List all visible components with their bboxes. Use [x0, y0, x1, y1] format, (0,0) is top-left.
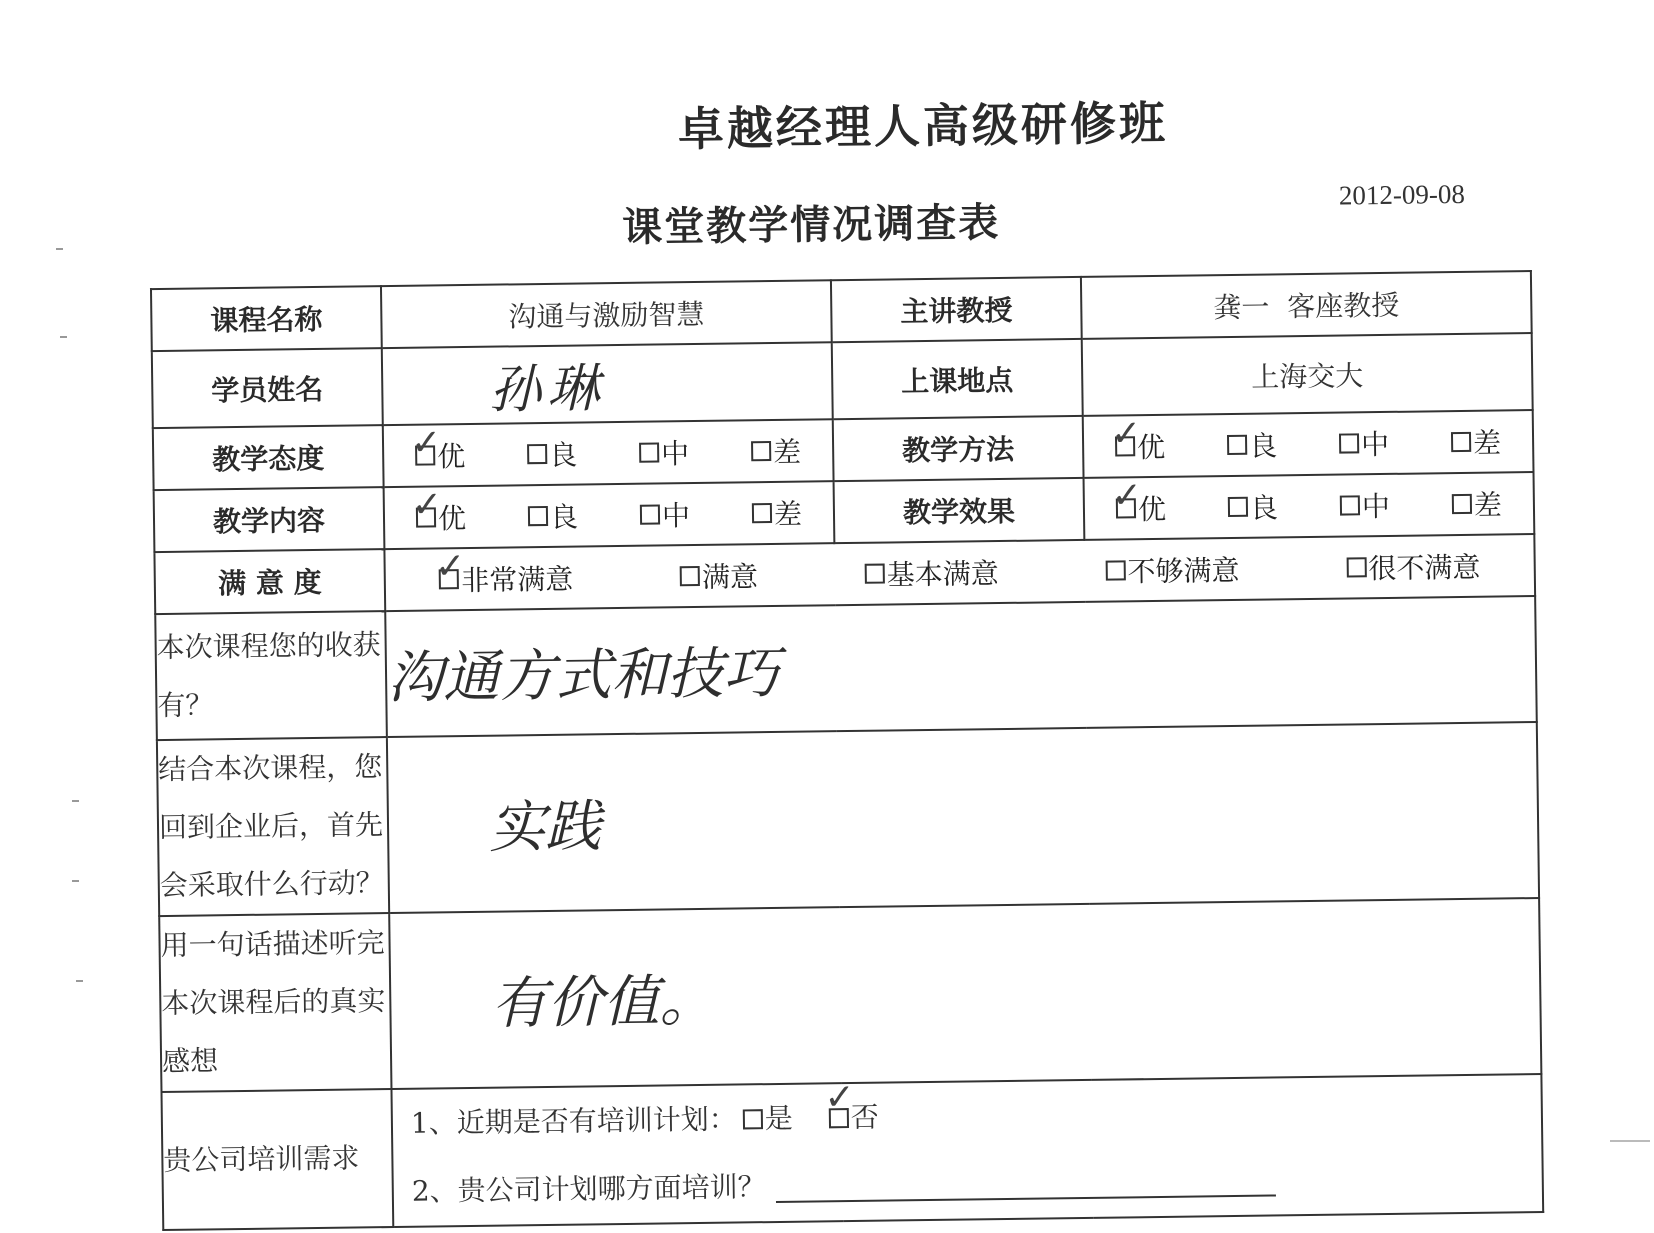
effect-option-good[interactable]	[1228, 486, 1279, 527]
training-needs-label: 贵公司培训需求	[161, 1089, 393, 1230]
effect-option-excellent[interactable]	[1111, 475, 1167, 529]
page-title: 卓越经理人高级研修班	[677, 95, 1169, 157]
training-area-question: 2、贵公司计划哪方面培训？	[411, 1170, 766, 1208]
lecturer-value: 龚一 客座教授	[1081, 271, 1532, 339]
row-action	[157, 722, 1539, 916]
option-label: 良	[1248, 429, 1278, 463]
attitude-option-excellent[interactable]	[410, 422, 466, 476]
row-feeling	[159, 898, 1541, 1092]
option-label: 良	[549, 500, 579, 534]
teaching-method-options	[1083, 410, 1534, 478]
option-label: 良	[1249, 491, 1279, 525]
satisfaction-label: 满 意 度	[154, 549, 385, 614]
checkbox-icon	[1339, 433, 1359, 453]
content-option-fair[interactable]	[640, 494, 691, 535]
option-label: 差	[772, 435, 802, 469]
location-value: 上海交大	[1082, 333, 1533, 416]
satisfaction-option-very-unsatisfied[interactable]	[1346, 546, 1481, 588]
training-area-line	[393, 1143, 1542, 1226]
option-label: 良	[548, 438, 578, 472]
content-option-poor[interactable]	[752, 493, 803, 534]
checkmark-icon: ✓	[1110, 413, 1142, 455]
lecturer-label: 主讲教授	[831, 277, 1082, 342]
training-area-blank[interactable]	[775, 1164, 1275, 1203]
checkbox-icon	[1340, 495, 1360, 515]
method-option-good[interactable]	[1227, 424, 1278, 465]
option-label: 很不满意	[1368, 550, 1481, 586]
attitude-option-good[interactable]	[527, 434, 578, 475]
checkbox-icon	[1227, 435, 1247, 455]
training-plan-question: 1、近期是否有培训计划：	[410, 1102, 737, 1140]
answer-action: 实践	[387, 722, 1539, 913]
checkbox-icon	[639, 442, 659, 462]
checkbox-icon	[640, 504, 660, 524]
content-option-excellent[interactable]	[411, 484, 467, 538]
checkbox-icon	[1452, 494, 1472, 514]
checkmark-icon: ✓	[1111, 475, 1143, 517]
teaching-attitude-options	[383, 419, 834, 487]
teaching-content-options	[384, 481, 835, 549]
option-label: 优	[1137, 492, 1167, 527]
question-action: 结合本次课程，您回到企业后，首先会采取什么行动？	[157, 737, 389, 916]
teaching-effect-options	[1084, 472, 1535, 540]
content-option-good[interactable]	[528, 496, 579, 537]
satisfaction-option-basically-satisfied[interactable]	[864, 552, 999, 594]
question-feeling: 用一句话描述听完本次课程后的真实感想	[159, 913, 391, 1092]
form-date: 2012-09-08	[1338, 178, 1466, 211]
question-gains: 本次课程您的收获有？	[155, 611, 387, 740]
checkbox-icon	[743, 1109, 763, 1129]
teaching-effect-label: 教学效果	[834, 478, 1085, 543]
checkmark-icon: ✓	[411, 484, 443, 526]
option-label: 是	[764, 1101, 793, 1136]
row-gains	[155, 596, 1537, 740]
option-label: 差	[773, 497, 803, 531]
option-label: 基本满意	[886, 557, 999, 592]
checkbox-icon	[1451, 432, 1471, 452]
satisfaction-option-not-satisfied[interactable]	[1105, 549, 1240, 591]
option-label: 中	[1361, 489, 1391, 524]
answer-gains: 沟通方式和技巧	[385, 596, 1537, 737]
student-name-cell	[382, 342, 833, 425]
checkbox-icon	[527, 444, 547, 464]
course-name-value: 沟通与激励智慧	[381, 280, 832, 348]
method-option-fair[interactable]	[1339, 423, 1390, 464]
training-needs-content	[391, 1074, 1543, 1227]
checkmark-icon: ✓	[434, 546, 466, 588]
teaching-attitude-label: 教学态度	[153, 425, 384, 490]
option-label: 满意	[701, 560, 759, 594]
checkbox-icon	[680, 566, 700, 586]
course-name-label: 课程名称	[151, 286, 382, 351]
checkbox-icon	[1346, 557, 1366, 577]
option-label: 优	[436, 440, 466, 474]
option-label: 非常满意	[461, 562, 574, 598]
row-training-needs	[161, 1074, 1543, 1230]
form-subtitle: 课堂教学情况调查表	[621, 199, 1001, 251]
location-label: 上课地点	[832, 339, 1083, 419]
option-label: 中	[660, 437, 690, 471]
attitude-option-poor[interactable]	[751, 431, 802, 472]
option-label: 差	[1473, 488, 1503, 522]
training-plan-no[interactable]	[824, 1076, 879, 1147]
checkbox-icon	[1105, 560, 1125, 580]
checkmark-icon: ✓	[824, 1076, 855, 1119]
effect-option-fair[interactable]	[1340, 485, 1391, 526]
answer-feeling: 有价值。	[389, 898, 1541, 1089]
checkmark-icon: ✓	[410, 422, 442, 464]
satisfaction-option-satisfied[interactable]	[680, 555, 759, 596]
option-label: 中	[661, 499, 691, 533]
teaching-content-label: 教学内容	[154, 487, 385, 552]
option-label: 中	[1360, 427, 1390, 462]
method-option-poor[interactable]	[1451, 421, 1502, 462]
attitude-option-fair[interactable]	[639, 432, 690, 473]
checkbox-icon	[528, 506, 548, 526]
option-label: 优	[437, 502, 467, 536]
survey-table	[150, 270, 1544, 1231]
training-plan-yes[interactable]	[742, 1091, 793, 1148]
effect-option-poor[interactable]	[1452, 483, 1503, 524]
option-label: 不够满意	[1127, 553, 1240, 589]
checkbox-icon	[865, 564, 885, 584]
checkbox-icon	[1228, 497, 1248, 517]
satisfaction-option-very-satisfied[interactable]	[434, 546, 574, 600]
student-signature: 孙琳	[488, 359, 606, 421]
teaching-method-label: 教学方法	[833, 416, 1084, 481]
checkbox-icon	[751, 441, 771, 461]
option-label: 优	[1136, 430, 1166, 465]
option-label: 差	[1472, 426, 1502, 460]
option-label: 否	[850, 1100, 879, 1135]
method-option-excellent[interactable]	[1110, 413, 1166, 467]
checkbox-icon	[752, 503, 772, 523]
student-name-label: 学员姓名	[152, 348, 383, 428]
